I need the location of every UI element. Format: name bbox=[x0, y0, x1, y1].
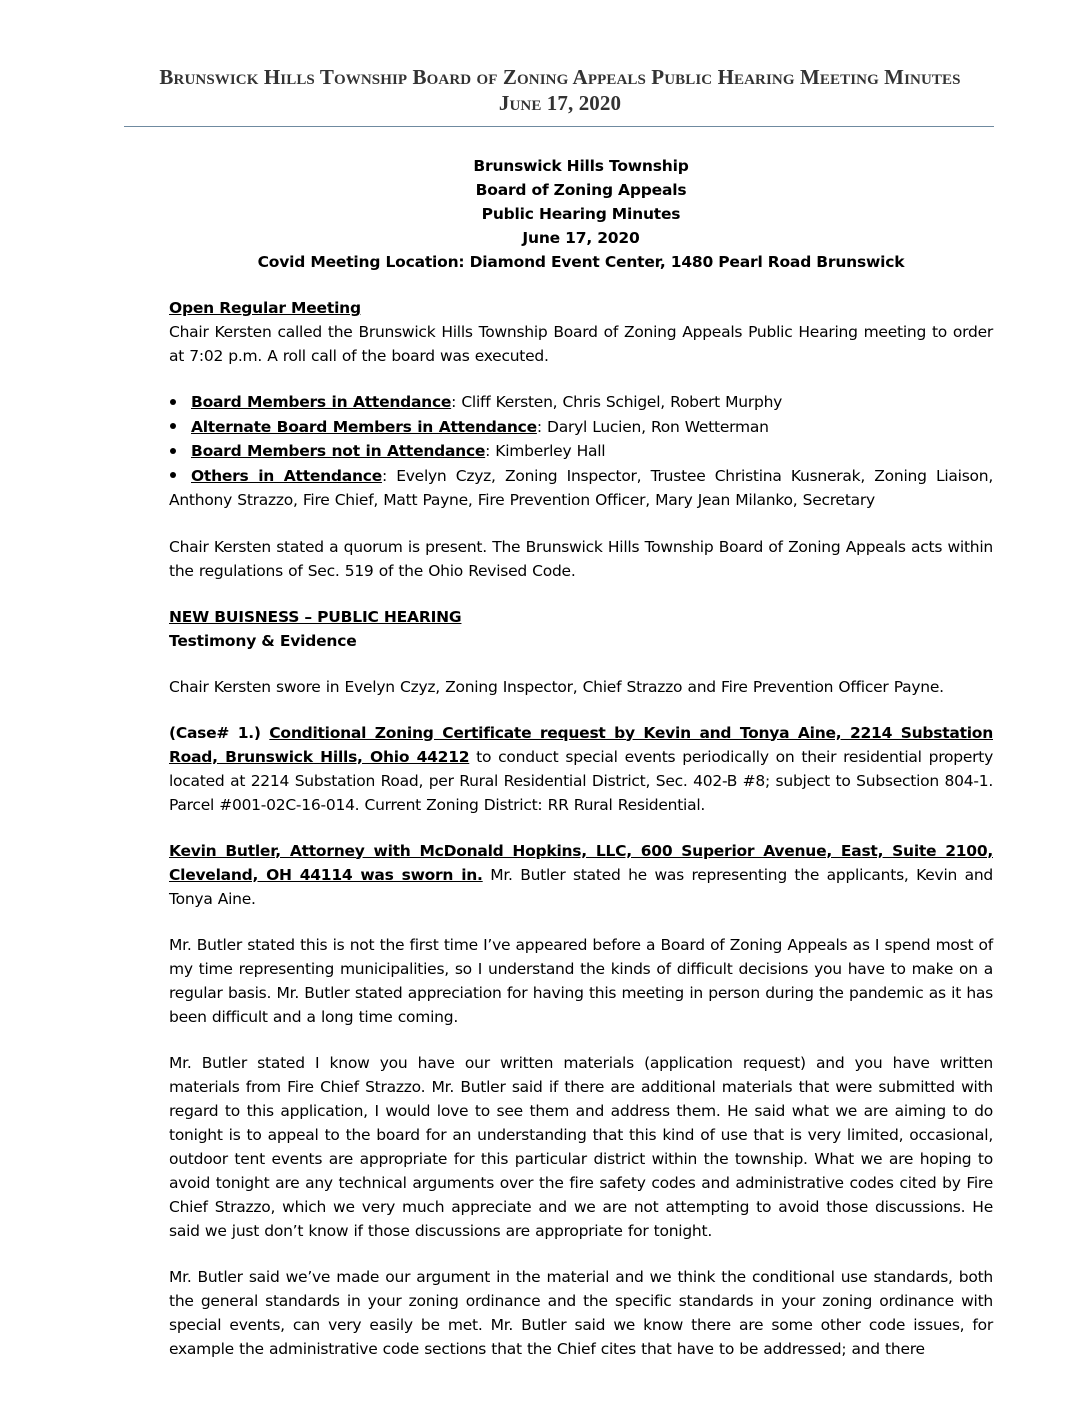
case-1-text: to conduct special events periodically on their residential property located at 2214 Substation Road, per Rural Residential District, Sec. 402-B #8; subject to Subsection 804-1. Parcel #001-02C-16-014. Current Zoning District: RR Rural Residential. bbox=[169, 747, 993, 814]
attendance-value: : Daryl Lucien, Ron Wetterman bbox=[536, 417, 769, 436]
attendance-label: Board Members not in Attendance bbox=[191, 442, 486, 460]
running-header bbox=[110, 64, 1010, 116]
bullet-icon bbox=[169, 439, 191, 464]
title-location: Covid Meeting Location: Diamond Event Center, 1480 Pearl Road Brunswick bbox=[257, 253, 905, 271]
quorum-text: Chair Kersten stated a quorum is present. The Brunswick Hills Township Board of Zoning Appeals acts within the regulations of Sec. 519 of the Ohio Revised Code. bbox=[169, 537, 993, 580]
document-body bbox=[169, 154, 993, 1361]
header-divider bbox=[124, 126, 994, 127]
butler-sworn-after: Mr. Butler stated he was representing the applicants, Kevin and Tonya Aine. bbox=[169, 865, 993, 908]
butler-sworn-paragraph bbox=[169, 839, 993, 911]
title-date: June 17, 2020 bbox=[522, 229, 640, 247]
attendance-value: : Evelyn Czyz, Zoning Inspector, Trustee Christina Kusnerak, Zoning Liaison, Anthony Strazzo, Fire Chief, Matt Payne, Fire Prevention Officer, Mary Jean Milanko, Secretary bbox=[169, 466, 994, 509]
attendance-label: Others in Attendance bbox=[191, 466, 382, 485]
butler-sworn: Kevin Butler, Attorney with McDonald Hopkins, LLC, 600 Superior Avenue, East, Suite 2100, Cleveland, OH 44114 was sworn in. bbox=[169, 841, 993, 884]
attendance-list bbox=[169, 390, 993, 513]
title-minutes: Public Hearing Minutes bbox=[481, 205, 681, 223]
header-line-2: June 17, 2020 bbox=[498, 91, 622, 115]
open-meeting-text: Chair Kersten called the Brunswick Hills Township Board of Zoning Appeals Public Hearing meeting to order at 7:02 p.m. A roll call of the board was executed. bbox=[169, 323, 993, 365]
header-line-1: Brunswick Hills Township Board of Zoning Appeals Public Hearing Meeting Minutes bbox=[159, 65, 961, 89]
bullet-icon bbox=[169, 415, 191, 440]
bullet-icon bbox=[169, 390, 191, 415]
testimony-heading: Testimony & Evidence bbox=[169, 631, 357, 650]
case-1-prefix: (Case# 1.) bbox=[169, 723, 270, 742]
open-meeting-heading: Open Regular Meeting bbox=[169, 299, 361, 317]
butler-paragraph-2: Mr. Butler stated I know you have our written materials (application request) and you have written materials from Fire Chief Strazzo. Mr. Butler said if there are additional materials that were submitted with regard to this application, I would love to see them and address them. He said what we are aiming to do tonight is to appeal to the board for an understanding that this kind of use that is very limited, occasional, outdoor tent events are appropriate for this particular district within the township. What we are hoping to avoid tonight are any technical arguments over the fire safety codes and administrative codes cited by Fire Chief Strazzo, which we very much appreciate and we are not attempting to avoid those discussions. He said we just don’t know if those discussions are appropriate for tonight. bbox=[169, 1053, 993, 1240]
title-township: Brunswick Hills Township bbox=[473, 157, 689, 175]
attendance-value: : Kimberley Hall bbox=[485, 442, 606, 460]
butler-paragraph-3: Mr. Butler said we’ve made our argument in the material and we think the conditional use standards, both the general standards in your zoning ordinance and the specific standards in your zoning ordinance with special events, can very easily be met. Mr. Butler said we know there are some other code issues, for example the administrative code sections that the Chief cites that have to be addressed; and there bbox=[169, 1267, 993, 1358]
attendance-item bbox=[169, 390, 993, 415]
attendance-value: : Cliff Kersten, Chris Schigel, Robert Murphy bbox=[451, 393, 783, 411]
attendance-item bbox=[169, 415, 993, 440]
sworn-in-text: Chair Kersten swore in Evelyn Czyz, Zoning Inspector, Chief Strazzo and Fire Prevention Officer Payne. bbox=[169, 677, 944, 696]
attendance-item bbox=[169, 464, 993, 513]
attendance-label: Alternate Board Members in Attendance bbox=[191, 417, 537, 436]
case-1-paragraph bbox=[169, 721, 993, 817]
title-board: Board of Zoning Appeals bbox=[475, 181, 687, 199]
attendance-label: Board Members in Attendance bbox=[191, 393, 452, 411]
new-business-heading: NEW BUISNESS – PUBLIC HEARING bbox=[169, 607, 462, 626]
case-1-title: Conditional Zoning Certificate request by Kevin and Tonya Aine, 2214 Substation Road, Brunswick Hills, Ohio 44212 bbox=[169, 723, 993, 766]
bullet-icon bbox=[169, 464, 191, 489]
attendance-item bbox=[169, 439, 993, 464]
title-block bbox=[169, 154, 993, 274]
butler-paragraph-1: Mr. Butler stated this is not the first time I’ve appeared before a Board of Zoning Appeals as I spend most of my time representing municipalities, so I understand the kinds of difficult decisions you have to make on a regular basis. Mr. Butler stated appreciation for having this meeting in person during the pandemic as it has been difficult and a long time coming. bbox=[169, 935, 993, 1026]
